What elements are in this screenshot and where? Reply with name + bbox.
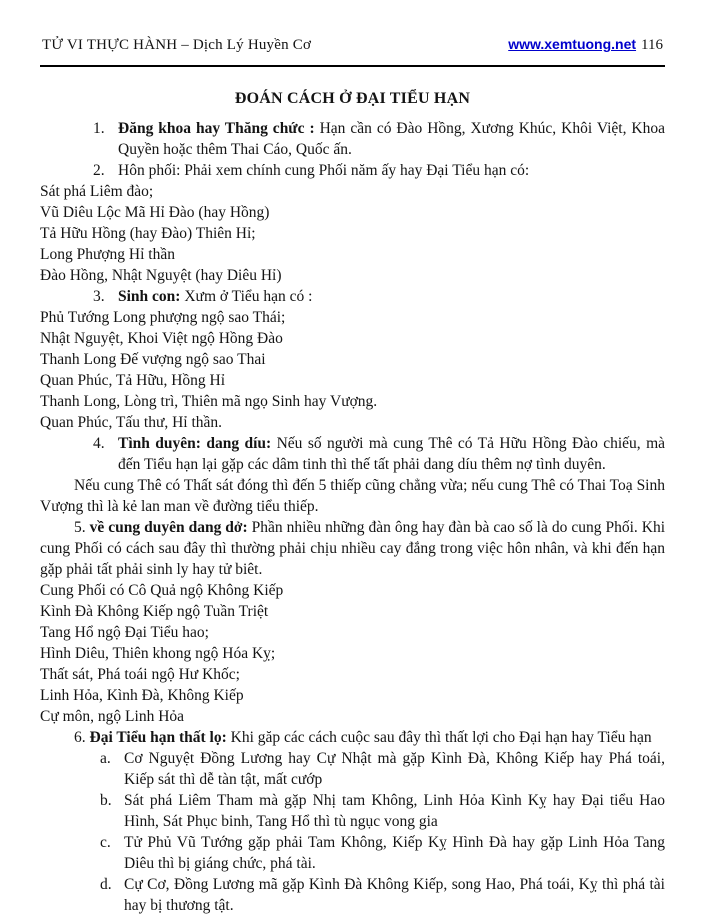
text-segment: Hôn phối: Phải xem chính cung Phối năm ấy hay Đại Tiểu hạn có: [118, 162, 530, 179]
text-segment: Đào Hồng, Nhật Nguyệt (hay Diêu Hỉ) [40, 267, 282, 284]
text-segment: Đại Tiểu hạn thất lọ: [89, 729, 227, 746]
text-line [40, 643, 665, 664]
text-segment: về cung duyên dang dở: [89, 519, 248, 536]
text-segment: Phần nhiều những đàn ông hay đàn bà cao số là do cung Phối. Khi cung Phối có cách sau đây thì thường phải chịu nhiều cay đắng trong việc hôn nhân, và khi đến hạn gặp phải tất phải sinh ly hay tử biêt. [40, 519, 665, 578]
text-segment: Kình Đà Không Kiếp ngộ Tuần Triệt [40, 603, 269, 620]
text-line [40, 706, 665, 727]
text-segment: Tử Phủ Vũ Tướng gặp phải Tam Không, Kiếp Kỵ Hình Đà hay gặp Linh Hỏa Tang Diêu thì bị giáng chức, phá tài. [124, 834, 665, 872]
text-line [40, 685, 665, 706]
header-rule [40, 65, 665, 67]
text-segment: Hạn cần có Đào Hồng, Xương Khúc, Khôi Việt, Khoa Quyền hoặc thêm Thai Cáo, Quốc ấn. [118, 120, 665, 158]
text-segment: Khi găp các cách cuộc sau đây thì thất lợi cho Đại hạn hay Tiểu hạn [226, 729, 652, 746]
page-number: 116 [641, 37, 663, 53]
text-segment: Thanh Long Đế vượng ngộ sao Thai [40, 351, 266, 368]
list-marker: a. [100, 750, 111, 767]
list-marker: 2. [93, 162, 105, 179]
list-marker: 4. [93, 435, 105, 452]
text-segment: Sinh con: [118, 288, 181, 305]
list-item [40, 832, 665, 874]
text-segment: 5. [74, 519, 90, 536]
header-title: TỬ VI THỰC HÀNH – Dịch Lý Huyền Cơ [42, 37, 312, 53]
text-segment: Cơ Nguyệt Đồng Lương hay Cự Nhật mà gặp Kình Đà, Không Kiếp hay Phá toái, Kiếp sát thì dễ tàn tật, mất cướp [124, 750, 665, 788]
text-segment: Cự Cơ, Đồng Lương mã gặp Kình Đà Không Kiếp, song Hao, Phá toái, Kỵ thì phá tài hay bị thương tật. [124, 876, 665, 914]
text-segment: Phủ Tướng Long phượng ngộ sao Thái; [40, 309, 286, 326]
text-line [40, 349, 665, 370]
list-marker: b. [100, 792, 112, 809]
text-segment: Cung Phối có Cô Quả ngộ Không Kiếp [40, 582, 284, 599]
text-line [40, 244, 665, 265]
list-marker: 1. [93, 120, 105, 137]
text-segment: Quan Phúc, Tả Hữu, Hồng Hỉ [40, 372, 226, 389]
text-line [40, 328, 665, 349]
text-line [40, 370, 665, 391]
text-line [40, 265, 665, 286]
list-marker: c. [100, 834, 111, 851]
text-segment: Vũ Diêu Lộc Mã Hỉ Đào (hay Hồng) [40, 204, 270, 221]
text-line [40, 727, 665, 748]
text-segment: Tả Hữu Hồng (hay Đào) Thiên Hỉ; [40, 225, 256, 242]
list-item [40, 790, 665, 832]
text-line [40, 412, 665, 433]
text-segment: Cự môn, ngộ Linh Hỏa [40, 708, 185, 725]
text-segment: Sát phá Liêm đào; [40, 183, 154, 200]
text-segment: Nếu số người mà cung Thê có Tả Hữu Hồng Đào chiếu, mà đến Tiểu hạn lại gặp các dâm tinh thì thế tất phải dang díu thêm nợ tình duyên. [118, 435, 665, 473]
text-line [40, 307, 665, 328]
list-item [40, 286, 665, 307]
text-segment: Tình duyên: dang díu: [118, 435, 272, 452]
document-title: ĐOÁN CÁCH Ở ĐẠI TIỂU HẠN [234, 90, 471, 107]
header-right [508, 34, 663, 56]
list-item [40, 748, 665, 790]
text-segment: Long Phượng Hỉ thần [40, 246, 175, 263]
text-line [40, 181, 665, 202]
text-segment: Nhật Nguyệt, Khoi Việt ngộ Hồng Đào [40, 330, 283, 347]
text-segment: Đăng khoa hay Thăng chức : [118, 120, 320, 137]
text-segment: Thất sát, Phá toái ngộ Hư Khốc; [40, 666, 240, 683]
text-line [40, 475, 665, 517]
list-item [40, 433, 665, 475]
text-segment: Xưm ở Tiểu hạn có : [180, 288, 313, 305]
text-segment: Linh Hỏa, Kình Đà, Không Kiếp [40, 687, 244, 704]
text-segment: Thanh Long, Lòng trì, Thiên mã ngọ Sinh hay Vượng. [40, 393, 378, 410]
text-segment: Sát phá Liêm Tham mà gặp Nhị tam Không, Linh Hỏa Kình Kỵ hay Đại tiểu Hao Hình, Sát Phục binh, Tang Hổ thì tù ngục vong gia [124, 792, 665, 830]
text-line [40, 223, 665, 244]
list-item [40, 118, 665, 160]
text-line [40, 202, 665, 223]
text-line [40, 580, 665, 601]
content [40, 118, 665, 916]
text-line [40, 601, 665, 622]
header-link[interactable]: www.xemtuong.net [508, 36, 637, 52]
text-segment: Tang Hổ ngộ Đại Tiểu hao; [40, 624, 209, 641]
text-line [40, 517, 665, 580]
text-line [40, 622, 665, 643]
list-marker: 3. [93, 288, 105, 305]
page-header [40, 34, 665, 65]
text-segment: Hình Diêu, Thiên khong ngộ Hóa Kỵ; [40, 645, 276, 662]
list-marker: d. [100, 876, 112, 893]
list-item [40, 874, 665, 916]
text-segment: Nếu cung Thê có Thất sát đóng thì đến 5 thiếp cũng chẳng vừa; nếu cung Thê có Thai Toạ Sinh Vượng thì là kẻ lan man về đường tiểu thiếp. [40, 477, 665, 515]
text-line [40, 664, 665, 685]
text-segment: 6. [74, 729, 90, 746]
list-item [40, 160, 665, 181]
text-line [40, 391, 665, 412]
text-segment: Quan Phúc, Tấu thư, Hỉ thần. [40, 414, 223, 431]
